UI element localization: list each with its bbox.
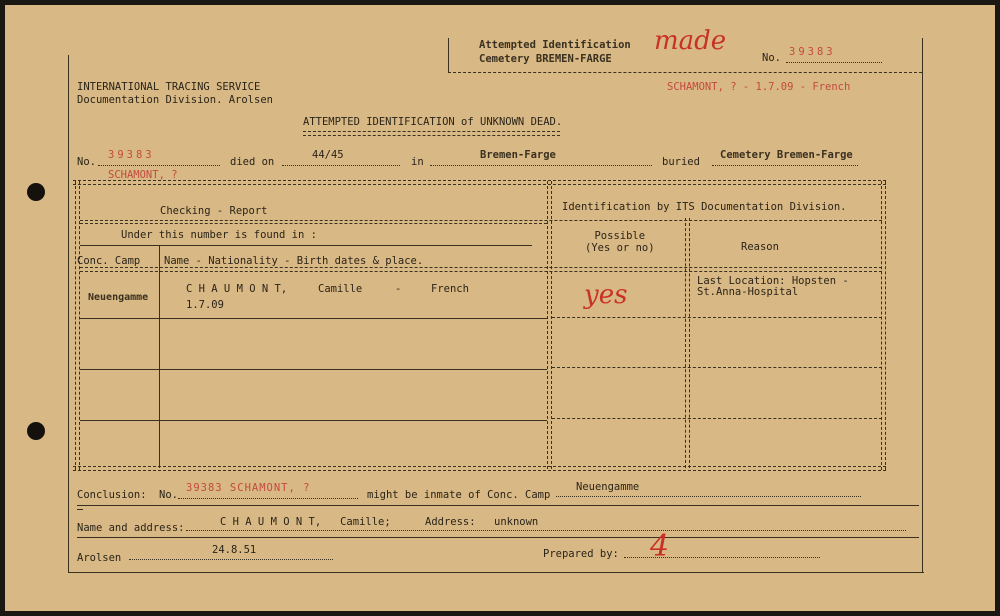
top-no-value: 39383 [789,46,836,58]
row1-reason-line2: St.Anna-Hospital [697,286,799,298]
under-number-text: Under this number is found in : [121,229,317,241]
stamp-line-1: Attempted Identification [479,39,631,51]
in-label: in [411,156,424,168]
col-camp-header: Conc. Camp [77,255,141,267]
address-value: unknown [494,516,539,528]
conclusion-camp: Neuengamme [576,481,640,493]
died-value: 44/45 [312,149,344,161]
row1-firstname: Camille [318,283,363,295]
conclusion-text: might be inmate of Conc. Camp [367,489,551,501]
name-address-name: C H A U M O N T, Camille; [220,516,391,528]
buried-value: Cemetery Bremen-Farge [720,149,853,161]
top-right-reference: SCHAMONT, ? - 1.7.09 - French [667,81,851,93]
prepared-by-label: Prepared by: [543,548,619,560]
row1-surname: C H A U M O N T, [186,283,288,295]
died-label: died on [230,156,275,168]
record-no-value: 39383 [108,149,155,161]
col-possible-header: Possible (Yes or no) [585,230,655,254]
address-label: Address: [425,516,476,528]
row1-camp: Neuengamme [88,292,149,303]
page-title: ATTEMPTED IDENTIFICATION of UNKNOWN DEAD. [303,116,563,128]
record-no-label: No. [77,156,96,168]
row1-birth: 1.7.09 [186,299,224,311]
in-value: Bremen-Farge [480,149,556,161]
conclusion-no-label: No. [159,489,178,501]
identification-header: Identification by ITS Documentation Division. [562,201,847,213]
conclusion-label: Conclusion: [77,489,147,501]
footer-date: 24.8.51 [212,544,257,556]
handwritten-made: made [654,26,727,56]
name-address-label: Name and address: [77,522,185,534]
conclusion-no-value: 39383 SCHAMONT, ? [186,482,311,494]
col-reason-header: Reason [741,241,779,253]
prepared-by-initial: 4 [650,529,670,564]
org-line-1: INTERNATIONAL TRACING SERVICE [77,81,261,93]
buried-label: buried [662,156,700,168]
row1-nationality: French [431,283,469,295]
row1-reason-line1: Last Location: Hopsten - [697,275,849,287]
col-name-header: Name - Nationality - Birth dates & place. [164,255,424,267]
row1-dash: - [395,283,402,295]
top-no-label: No. [762,52,781,64]
record-name: SCHAMONT, ? [108,169,178,181]
stamp-line-2: Cemetery BREMEN-FARGE [479,53,612,65]
row1-possible-handwritten: yes [584,280,628,310]
footer-place: Arolsen [77,552,122,564]
org-line-2: Documentation Division. Arolsen [77,94,273,106]
checking-report-header: Checking - Report [160,205,268,217]
